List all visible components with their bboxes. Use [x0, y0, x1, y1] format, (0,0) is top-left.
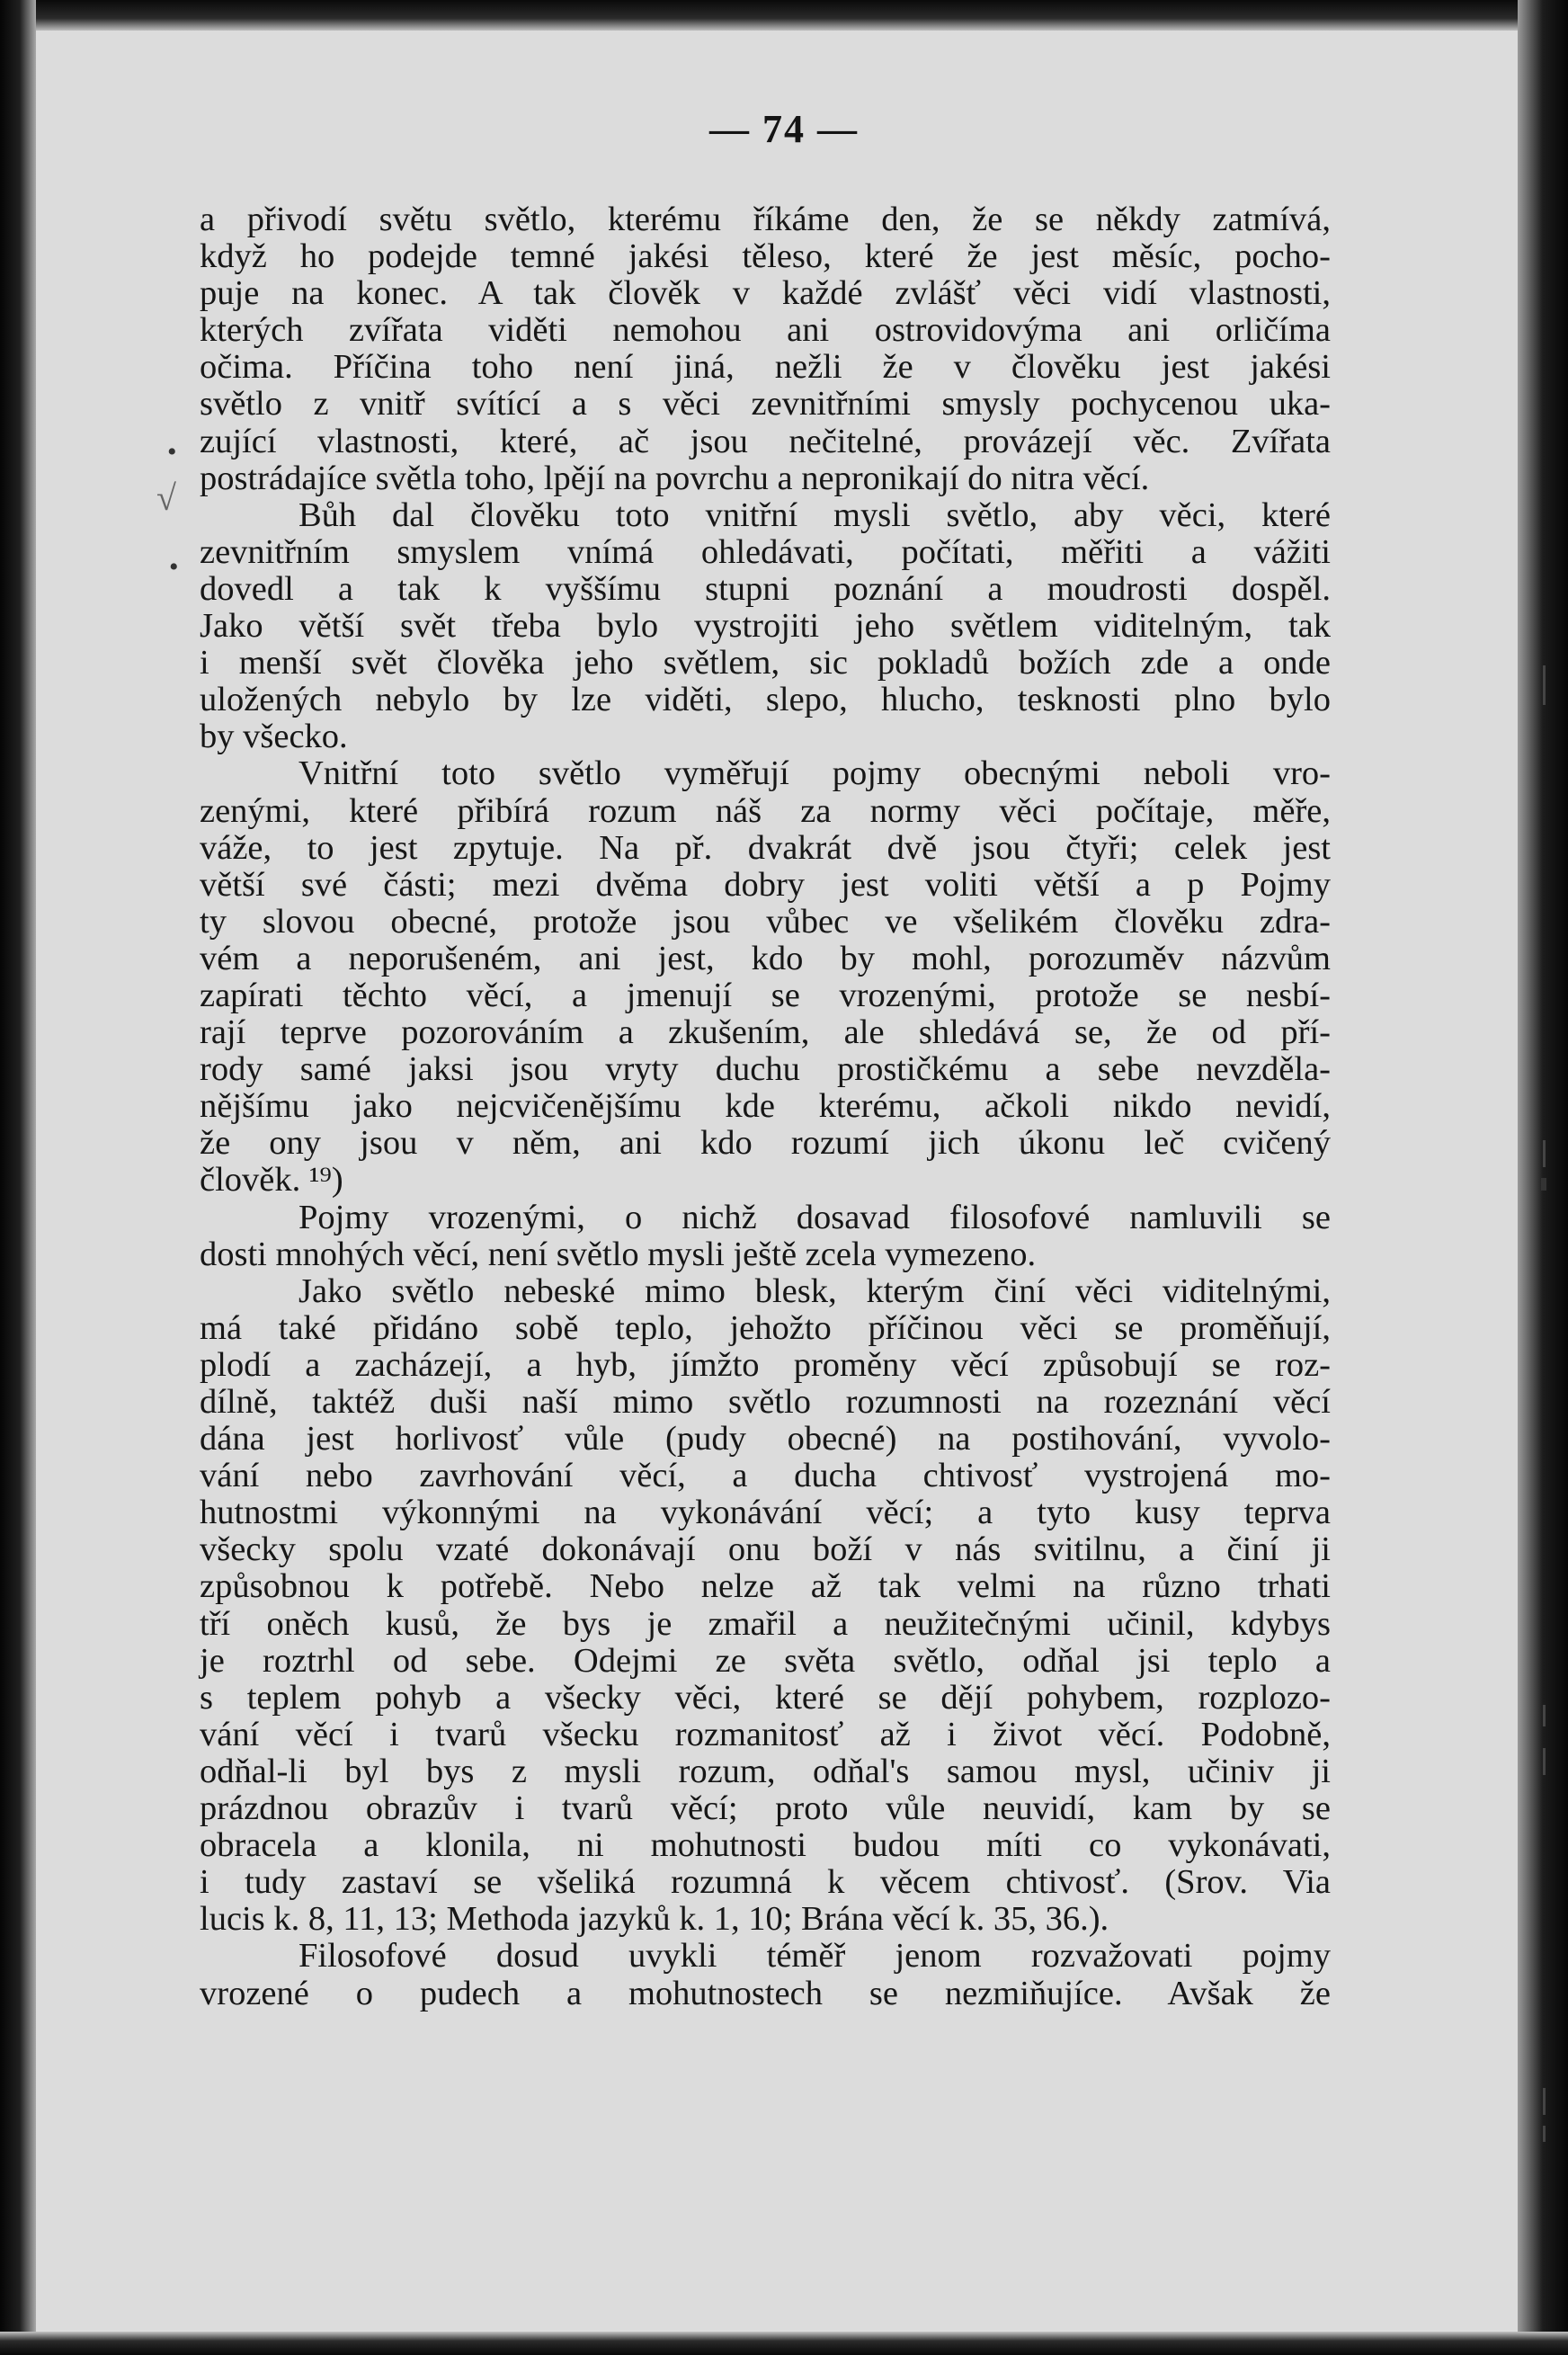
text-line: kterých zvířata viděti nemohou ani ostrovidovýma ani orličíma: [200, 311, 1331, 350]
margin-stroke-mark: [1543, 665, 1546, 705]
text-line: by všecko.: [200, 718, 348, 756]
page-number: — 74 —: [709, 107, 859, 151]
text-line: Jako větší svět třeba bylo vystrojiti jeho světlem viditelným, tak: [200, 607, 1331, 646]
text-line: že ony jsou v něm, ani kdo rozumí jich úkonu leč cvičený: [200, 1124, 1331, 1163]
text-line: zevnitřním smyslem vnímá ohledávati, počítati, měřiti a vážiti: [200, 532, 1331, 571]
text-line: když ho podejde temné jakési těleso, které že jest měsíc, pocho-: [200, 237, 1331, 276]
margin-stroke-mark: [1543, 1705, 1546, 1726]
text-line: postrádajíce světla toho, lpějí na povrchu a nepronikají do nitra věcí.: [200, 459, 1150, 497]
margin-stroke-mark: [1543, 2088, 1546, 2115]
text-line: nějšímu jako nejcvičenějšímu kde kterému, ačkoli nikdo nevidí,: [200, 1087, 1331, 1126]
text-line: puje na konec. A tak člověk v každé zvlášť věci vidí vlastnosti,: [200, 274, 1331, 313]
text-line: dosti mnohých věcí, není světlo mysli ještě zcela vymezeno.: [200, 1235, 1037, 1273]
text-line: má také přidáno sobě teplo, jehožto příčinou věci se proměňují,: [200, 1308, 1331, 1347]
text-line: ty slovou obecné, protože jsou vůbec ve všelikém člověku zdra-: [200, 902, 1331, 941]
margin-check-mark: √: [156, 477, 176, 518]
text-line: světlo z vnitř svítící a s věci zevnitřními smysly pochycenou uka-: [200, 385, 1331, 424]
text-line: a přivodí světu světlo, kterému říkáme den, že se někdy zatmívá,: [200, 201, 1331, 238]
text-line: i menší svět člověka jeho světlem, sic pokladů božích zde a onde: [200, 644, 1331, 682]
text-line: obracela a klonila, ni mohutnosti budou míti co vykonávati,: [200, 1826, 1331, 1865]
text-line: zenými, které přibírá rozum náš za normy věci počítaje, měře,: [200, 791, 1331, 830]
text-line: Jako světlo nebeské mimo blesk, kterým činí věci viditelnými,: [298, 1271, 1331, 1310]
text-line: všecky spolu vzaté dokonávají onu boží v nás svitilnu, a činí ji: [200, 1530, 1331, 1569]
text-line: dovedl a tak k vyššímu stupni poznání a moudrosti dospěl.: [200, 569, 1331, 608]
text-line: Pojmy vrozenými, o nichž dosavad filosofové namluvili se: [298, 1198, 1331, 1236]
scan-edge-top: [0, 0, 1568, 31]
text-line: vání věcí i tvarů všecku rozmanitosť až i život věcí. Podobně,: [200, 1715, 1331, 1753]
text-line: vrozené o pudech a mohutnostech se nezmiňujíce. Avšak že: [200, 1974, 1331, 2012]
margin-dot-mark: •: [167, 437, 177, 467]
text-line: odňal-li byl bys z mysli rozum, odňal's samou mysl, učiniv ji: [200, 1752, 1331, 1790]
text-line: dílně, taktéž duši naší mimo světlo rozumnosti na rozeznání věcí: [200, 1383, 1331, 1421]
text-line: zující vlastnosti, které, ač jsou nečitelné, provázejí věc. Zvířata: [200, 422, 1331, 460]
text-line: uložených nebylo by lze viděti, slepo, hlucho, tesknosti plno bylo: [200, 681, 1331, 719]
text-line: plodí a zacházejí, a hyb, jímžto proměny věcí způsobují se roz-: [200, 1345, 1331, 1384]
text-line: rají teprve pozorováním a zkušením, ale shledává se, že od pří-: [200, 1013, 1331, 1052]
text-line: Bůh dal člověku toto vnitřní mysli světlo, aby věci, které: [298, 495, 1331, 534]
margin-stroke-mark: [1541, 1178, 1546, 1191]
text-line: lucis k. 8, 11, 13; Methoda jazyků k. 1, 10; Brána věcí k. 35, 36.).: [200, 1900, 1109, 1939]
text-line: větší své části; mezi dvěma dobry jest voliti větší a p Pojmy: [200, 865, 1331, 904]
text-line: váže, to jest zpytuje. Na př. dvakrát dvě jsou čtyři; celek jest: [200, 828, 1331, 867]
text-line: očima. Příčina toho není jiná, nežli že v člověku jest jakési: [200, 348, 1331, 387]
text-line: dána jest horlivosť vůle (pudy obecné) na postihování, vyvolo-: [200, 1420, 1331, 1458]
margin-stroke-mark: [1543, 2126, 1546, 2142]
text-line: vém a neporušeném, ani jest, kdo by mohl, porozuměv názvům: [200, 939, 1331, 977]
body-text: [200, 201, 1331, 2012]
scan-edge-bottom: [0, 2332, 1568, 2355]
text-line: rody samé jaksi jsou vryty duchu prostičkému a sebe nevzděla-: [200, 1050, 1331, 1089]
margin-stroke-mark: [1543, 1140, 1546, 1167]
scan-edge-left: [0, 0, 36, 2355]
text-line: hutnostmi výkonnými na vykonávání věcí; a tyto kusy teprva: [200, 1494, 1331, 1532]
text-line: zapírati těchto věcí, a jmenují se vrozenými, protože se nesbí-: [200, 976, 1331, 1014]
text-line: tří oněch kusů, že bys je zmařil a neužitečnými učinil, kdybys: [200, 1604, 1331, 1643]
text-line: Vnitřní toto světlo vyměřují pojmy obecnými neboli vro-: [298, 754, 1331, 793]
text-line: prázdnou obrazův i tvarů věcí; proto vůle neuvidí, kam by se: [200, 1789, 1331, 1828]
margin-stroke-mark: [1543, 1748, 1546, 1775]
text-line: člověk. ¹⁹): [200, 1161, 343, 1200]
margin-dot-mark: •: [169, 552, 179, 582]
text-line: způsobnou k potřebě. Nebo nelze až tak velmi na různo trhati: [200, 1567, 1331, 1606]
text-line: vání nebo zavrhování věcí, a ducha chtivosť vystrojená mo-: [200, 1457, 1331, 1495]
text-line: s teplem pohyb a všecky věci, které se dějí pohybem, rozplozo-: [200, 1678, 1331, 1717]
text-line: i tudy zastaví se všeliká rozumná k věcem chtivosť. (Srov. Via: [200, 1863, 1331, 1902]
text-line: je roztrhl od sebe. Odejmi ze světa světlo, odňal jsi teplo a: [200, 1641, 1331, 1680]
text-line: Filosofové dosud uvykli téměř jenom rozvažovati pojmy: [298, 1937, 1331, 1976]
